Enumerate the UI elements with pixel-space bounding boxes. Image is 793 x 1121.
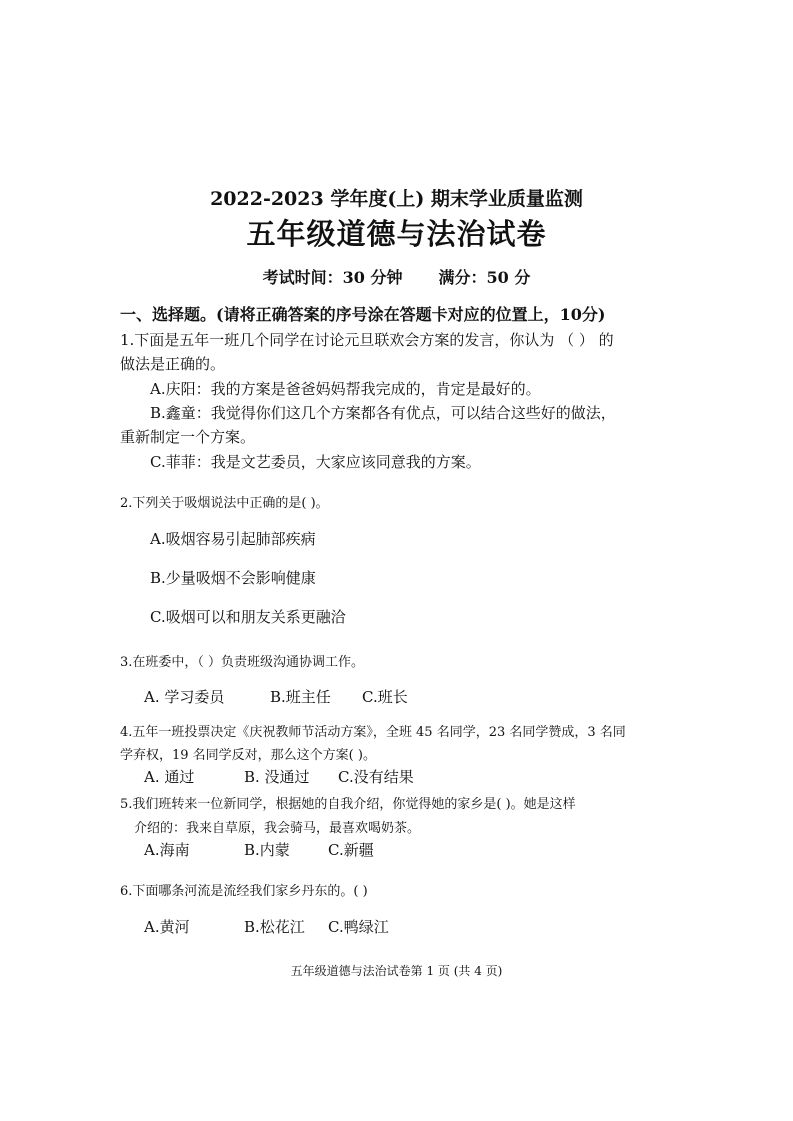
full-score: 满分：50 分	[438, 268, 531, 287]
question-3-stem: 3.在班委中，（ ）负责班级沟通协调工作。	[120, 655, 365, 670]
question-5-stem-line1: 5.我们班转来一位新同学，根据她的自我介绍，你觉得她的家乡是( )。她是这样	[120, 797, 576, 812]
question-3-option-c: C.班长	[362, 688, 408, 706]
section-heading: 一、选择题。(请将正确答案的序号涂在答题卡对应的位置上，10分)	[120, 305, 606, 324]
question-3-option-b: B.班主任	[270, 688, 331, 706]
question-5-options	[144, 839, 374, 860]
question-5-option-a: A.海南	[144, 841, 190, 859]
question-4-stem-line2: 学弃权，19 名同学反对，那么这个方案( )。	[120, 748, 376, 763]
question-6-option-c: C.鸭绿江	[328, 918, 389, 936]
question-6-stem: 6.下面哪条河流是流经我们家乡丹东的。( )	[120, 884, 368, 899]
question-5-option-b: B.内蒙	[244, 841, 290, 859]
question-1-option-b: B.鑫童：我觉得你们这几个方案都各有优点，可以结合这些好的做法，	[150, 404, 616, 422]
question-2-option-c: C.吸烟可以和朋友关系更融洽	[150, 608, 346, 626]
question-2-option-a: A.吸烟容易引起肺部疾病	[150, 530, 316, 548]
question-1-stem-line2: 做法是正确的。	[120, 355, 226, 373]
question-5-stem-line2: 介绍的：我来自草原，我会骑马，最喜欢喝奶茶。	[134, 821, 421, 836]
question-1-option-c: C.菲菲：我是文艺委员，大家应该同意我的方案。	[150, 453, 481, 471]
question-4-option-a: A. 通过	[144, 768, 195, 786]
question-3-option-a: A. 学习委员	[144, 688, 225, 706]
question-6-options	[144, 916, 389, 937]
question-4-options	[144, 766, 414, 787]
question-1-stem-line1: 1.下面是五年一班几个同学在讨论元旦联欢会方案的发言，你认为 （ ） 的	[120, 331, 614, 349]
question-4-stem-line1: 4.五年一班投票决定《庆祝教师节活动方案》，全班 45 名同学，23 名同学赞成，3 名同	[120, 725, 626, 740]
exam-title: 五年级道德与法治试卷	[246, 217, 547, 251]
question-6-option-a: A.黄河	[144, 918, 190, 936]
question-4-option-c: C.没有结果	[338, 768, 414, 786]
question-3-options	[144, 686, 408, 707]
question-2-stem: 2.下列关于吸烟说法中正确的是( )。	[120, 496, 329, 511]
question-1-option-b-cont: 重新制定一个方案。	[120, 428, 256, 446]
exam-info	[0, 265, 793, 288]
question-1-option-a: A.庆阳：我的方案是爸爸妈妈帮我完成的，肯定是最好的。	[150, 380, 541, 398]
exam-time: 考试时间：30 分钟	[262, 268, 403, 287]
question-2-option-b: B.少量吸烟不会影响健康	[150, 569, 316, 587]
question-6-option-b: B.松花江	[244, 918, 305, 936]
question-4-option-b: B. 没通过	[244, 768, 310, 786]
question-5-option-c: C.新疆	[328, 841, 374, 859]
page-footer: 五年级道德与法治试卷第 1 页 (共 4 页)	[290, 964, 503, 978]
exam-subtitle: 2022-2023 学年度(上) 期末学业质量监测	[210, 188, 583, 210]
